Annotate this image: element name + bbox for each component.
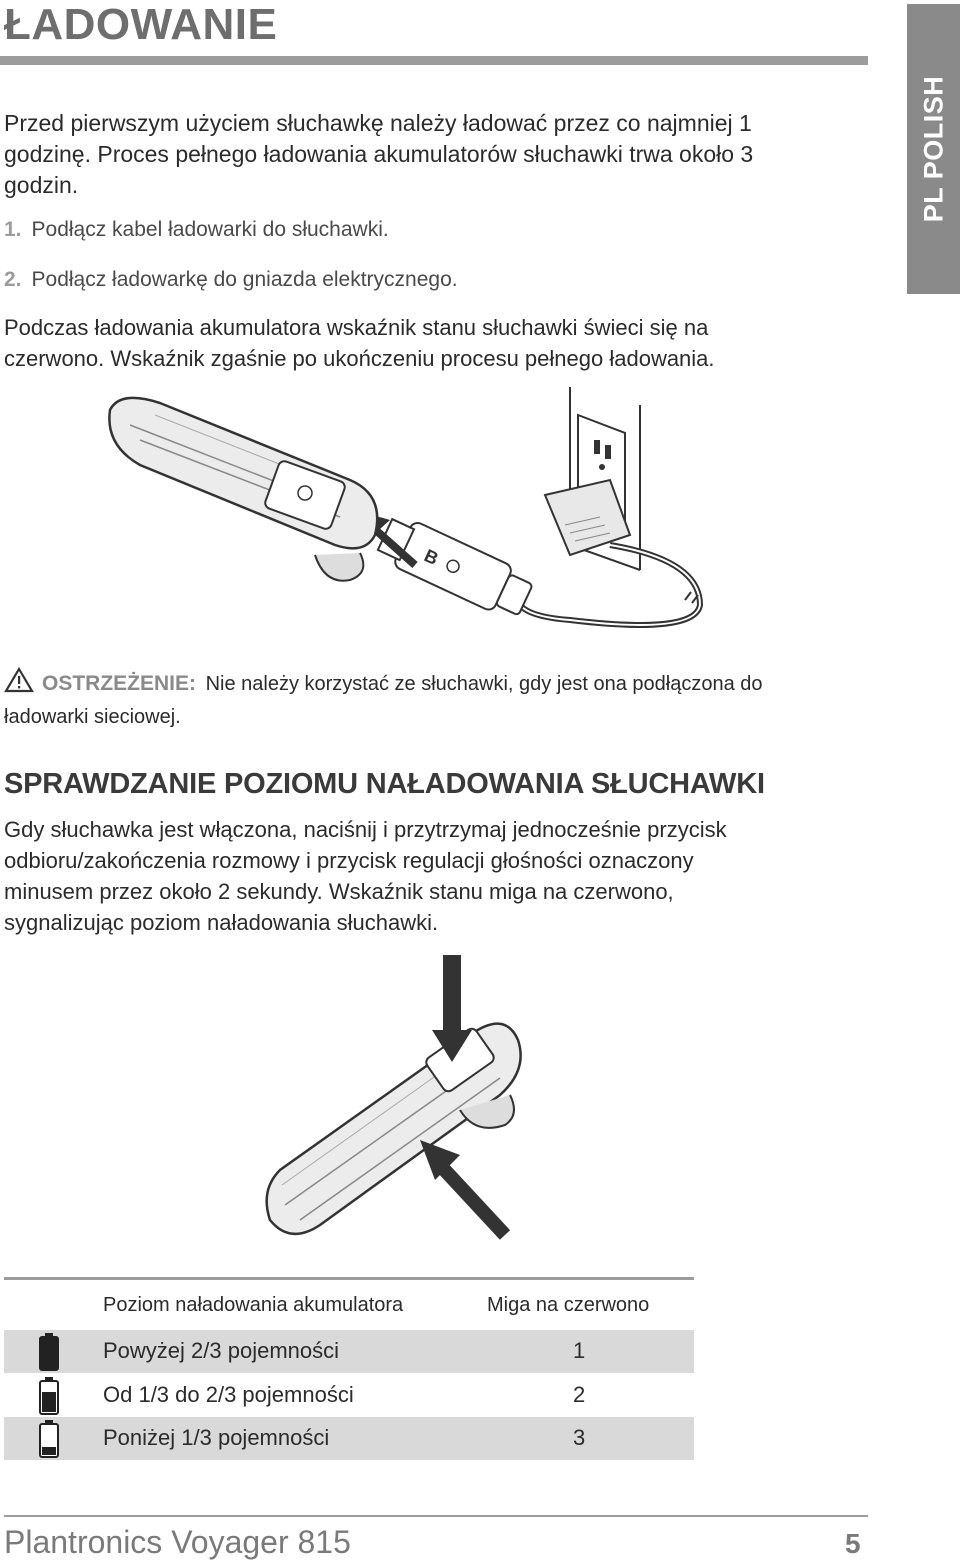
footer-divider — [4, 1515, 868, 1517]
row-2-blinks: 2 — [573, 1382, 586, 1407]
language-tab-label: PL POLISH — [918, 75, 948, 223]
check-body-line-4: sygnalizując poziom naładowania słuchawki. — [4, 910, 439, 935]
charging-illustration — [100, 385, 730, 650]
warning-triangle-icon — [4, 667, 34, 702]
usb-connector — [375, 512, 537, 623]
button-press-illustration — [260, 950, 540, 1250]
page-title: ŁADOWANIE — [4, 0, 278, 49]
check-body-line-1: Gdy słuchawka jest włączona, naciśnij i przytrzymaj jednocześnie przycisk — [4, 817, 727, 842]
headset-drawing — [109, 398, 377, 548]
battery-full-icon — [38, 1332, 60, 1372]
row-3-level: Poniżej 1/3 pojemności — [103, 1425, 330, 1450]
step-1-text: Podłącz kabel ładowarki do słuchawki. — [31, 218, 389, 241]
check-body-line-3: minusem przez około 2 sekundy. Wskaźnik stanu miga na czerwono, — [4, 879, 674, 904]
charging-note-line-2: czerwono. Wskaźnik zgaśnie po ukończeniu procesu pełnego ładowania. — [4, 346, 715, 371]
charging-note-line-1: Podczas ładowania akumulatora wskaźnik stanu słuchawki świeci się na — [4, 315, 709, 340]
warning-label: OSTRZEŻENIE: — [42, 672, 197, 695]
step-2 — [4, 268, 458, 292]
step-2-number: 2. — [4, 268, 22, 291]
row-1-level: Powyżej 2/3 pojemności — [103, 1338, 340, 1363]
table-header-blinks: Miga na czerwono — [487, 1294, 650, 1316]
intro-line-1: Przed pierwszym użyciem słuchawkę należy ładować przez co najmniej 1 — [4, 110, 752, 136]
row-3-blinks: 3 — [573, 1425, 586, 1450]
battery-medium-icon — [38, 1376, 60, 1416]
battery-low-icon — [38, 1419, 60, 1459]
plug-letter: B — [421, 545, 442, 570]
warning-block — [4, 667, 884, 732]
table-header-level: Poziom naładowania akumulatora — [103, 1294, 404, 1316]
language-tab — [907, 4, 960, 294]
intro-line-2: godzinę. Proces pełnego ładowania akumulatorów słuchawki trwa około 3 — [4, 141, 754, 167]
check-body-line-2: odbioru/zakończenia rozmowy i przycisk regulacji głośności oznaczony — [4, 848, 694, 873]
intro-line-3: godzin. — [4, 172, 79, 198]
step-2-text: Podłącz ładowarkę do gniazda elektrycznego. — [31, 268, 458, 291]
table-row — [4, 1330, 694, 1373]
step-1 — [4, 218, 389, 242]
row-1-blinks: 1 — [573, 1338, 586, 1363]
table-row — [4, 1374, 694, 1417]
table-row — [4, 1417, 694, 1460]
title-divider — [0, 56, 868, 65]
warning-text-2: ładowarki sieciowej. — [4, 706, 181, 728]
page-number: 5 — [845, 1528, 861, 1559]
table-top-rule — [4, 1277, 694, 1280]
footer-product-name: Plantronics Voyager 815 — [4, 1524, 351, 1560]
row-2-level: Od 1/3 do 2/3 pojemności — [103, 1382, 354, 1407]
step-1-number: 1. — [4, 218, 22, 241]
warning-text: Nie należy korzystać ze słuchawki, gdy jest ona podłączona do — [205, 673, 763, 695]
section-heading: SPRAWDZANIE POZIOMU NAŁADOWANIA SŁUCHAWKI — [4, 768, 765, 800]
